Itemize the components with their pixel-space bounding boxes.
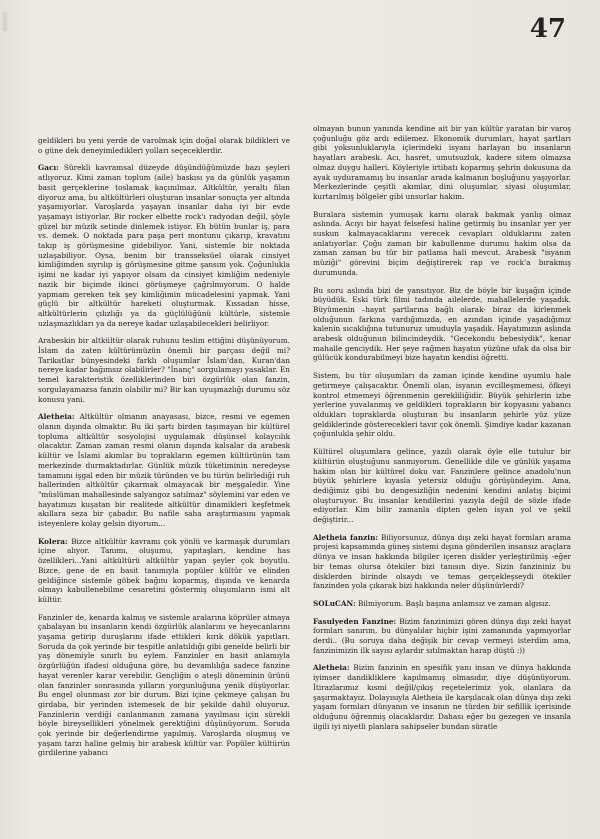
- speaker-label: Kolera:: [38, 536, 68, 546]
- paragraph: [313, 124, 571, 202]
- left-column: [38, 136, 290, 766]
- paragraph-text: Arabeskin bir altkültür olarak ruhunu teslim ettiğini düşünüyorum. İslam da zaten kültürümüzün önemli bir parçası değil mi? Tarikatlar bünyesindeki farklı oluşumlar İslam'dan, Kuran'dan nereye kadar bağımsız olabilirler? "İnanç" sorgulamayı yasaklar. En temel karakteristik özelliklerinden biri özgürlük olan fanzin, sorgulayamazsa fanzin olabilir mi? Bir kan uyuşmazlığı durumu söz konusu yani.: [38, 336, 290, 404]
- paragraph-text: Bizce altkültür kavramı çok yönlü ve karmaşık durumları içine alıyor. Tanımı, oluşumu, yapıtaşları, kendine has özellikleri...Yani altkültürü altkültür yapan şeyler çok boyutlu. Bizce, gene de en basit tanımıyla popüler kültür ve elinden geldiğince sistemle göbek bağını koparmış, dışında ve kenarda olmayı kabullenebilme cesaretini göstermiş oluşumların ismi alt kültür.: [38, 536, 290, 604]
- paragraph-text: Sistem, bu tür oluşumları da zaman içinde kendine uyumlu hale getirmeye çalışacaktır. Önemli olan, isyanın evcilleşmemesi, öfkeyi kontrol etmemeyi öğrenmenin gerekliliğidir. Büyük şehirlerin izbe yerlerine yuvalanmış ve geldikleri toprakların bir kopyasını yabancı oldukları topraklarda oluşturan bu insanların şehirle yüz yüze geldiklerinde gösterecekleri tavır çok önemli. Şimdiye kadar kazanan çoğunlukla şehir oldu.: [313, 371, 571, 439]
- speaker-label: Aletheia:: [38, 412, 75, 422]
- speaker-label: Aletheia fanzin:: [313, 532, 379, 542]
- paragraph: [313, 663, 571, 731]
- paragraph-text: olmayan bunun yanında kendine ait bir yan kültür yaratan bir varoş çoğunluğu göz ardı edilemez. Ekonomik durumları, hayat şartları gibi yoksunluklarıyla içlerindeki isyanı harlayan bu insanların hayatları arabesk. Acı, hasret, umutsuzluk, kadere sitem olmazsa olmaz duygu halleri. Köyleriyle irtibatı koparmış şehrin dokusuna da ayak uyduramamış bu insanlar arada kalmanın boşluğunu yaşıyorlar. Merkezlerinde çeşitli akımlar, dini oluşumlar, siyasi oluşumlar, kurtarılmış bölgeler gibi unsurlar hakim.: [313, 124, 571, 201]
- paragraph-text: Buralara sistemin yumuşak karnı olarak bakmak yanlış olmaz aslında. Acıyı bir hayat felsefesi haline getirmiş bu insanlar yer yer suskun kalmayacaklarını verecek cevapları olduklarını zaten anlatıyorlar. Çoğu zaman bir kabullenme durumu hakim olsa da zaman zaman bu tür bir patlama hali mevcut. Arabesk "isyanın müziği" görevini biçim değiştirerek rap ve rock'a bırakmış durumunda.: [313, 209, 571, 277]
- paragraph: [38, 537, 290, 605]
- paragraph: [38, 613, 290, 759]
- paragraph: [313, 447, 571, 525]
- paragraph: [313, 533, 571, 591]
- paragraph: [38, 336, 290, 404]
- paragraph-text: Sürekli kavramsal düzeyde düşündüğümüzde bazı şeyleri atlıyoruz. Kimi zaman toplum (aile) baskısı ya da günlük yaşamın basit gerçeklerine toslamak kaçınılmaz. Altkültür, yeraltı filan diyoruz ama, bu altkültürleri oluşturan insanlar sonuçta yer altında yaşamıyorlar. Varoşlarda yaşayan insanlar daha iyi bir evde yaşamayı istiyorlar. Bir rocker elbette rock'ı radyodan değil, şöyle güzel bir müzik setinde dinlemek istiyor. Eh bütün bunlar iş, para vs. demek. O noktada para paşa peri montunu çıkarıp, kravatını takıp iş görüşmesine gidebiliyor. Yani, sistemle bir noktada uzlaşabiliyor. Oysa, benim bir transseksüel olarak cinsiyet kimliğimden sıyrılıp iş görüşmesine gitme şansım yok. Çoğunlukla işimi ne kadar iyi yapıyor olsam da cinsiyet kimliğim nedeniyle nazik bir biçimde ikinci görüşmeye çağrılmıyorum. O halde yapmam gereken tek şey kimliğimin mücadelesini yapmak. Yani güçlü bir altkültür hareketi oluşturmak. Kıssadan hisse, altkültürlerin çılızlığı ya da güçlülüğünü kültürle, sistemle uzlaşmazlıkları ya da nereye kadar uzlaşabilecekleri belirliyor.: [38, 163, 290, 328]
- right-column: [313, 124, 571, 739]
- speaker-label: Gacı:: [38, 163, 59, 173]
- paragraph-text: Fanzinler de, kenarda kalmış ve sistemle aralarına köprüler atmaya çabalayan bu insanların kendi özgürlük alanlarını ve heyecanlarını yaşama getirip duruşlarını ifade ettikleri kırık dökük yapıtları. Soruda da çok yerinde bir tespitle anlatıldığı gibi genelde belirli bir yaş dönemiyle sınırlı bu eylem. Fanzinler en basit anlamıyla özgürlüğün ifadesi olduğuna göre, bu devamlılığa sadece fanzine hayat verenler karar verebilir. Gençliğin o ateşli döneminin ürünü olan fanzinler sonrasında yılların yorgunluğuna yenik düşüyorlar. Bu engel olunması zor bir durum. Bizi içine çekmeye çalışan bu girdaba, bir yerinden istemesek de bir şekilde dahil oluyoruz. Fanzinlerin verdiği canlanmanın zamana yayılması için sürekli böyle bireysellikleri yönelmek gerektiğini düşünüyorum. Soruda çok yerinde bir değerlendirme yapılmış. Varoşlarda oluşmuş ve yaşam tarzı haline gelmiş bir arabesk kültür var. Popüler kültürün girdilerine yabancı: [38, 612, 290, 758]
- paragraph-text: Bilmiyorum. Başlı başına anlamsız ve zaman algısız.: [357, 598, 551, 608]
- paragraph: [313, 286, 571, 364]
- page-number: 47: [529, 14, 566, 44]
- paragraph-text: geldikleri bu yeni yerde de varolmak için doğal olarak bildikleri ve o güne dek deneyimledikleri yolları seçeceklerdir.: [38, 136, 290, 155]
- paragraph-text: Biliyorsunuz, dünya dışı zeki hayat formları arama projesi kapsamında güneş sistemi dışına gönderilen insansız araçlara dünya ve insan hakkında bilgiler içeren diskler yerleştirilmiş -eğer bir temas olursa ötekiler bizi tanısın diye. Sizin fanzininiz bu disklerden birinde olsaydı ve temas gerçekleşseydi ötekiler fanzinden yola çıkarak bizi hakkında neler düşünürlerdi?: [313, 532, 571, 591]
- paragraph-text: Kültürel oluşumlara gelince, yazılı olarak öyle elle tutulur bir kültürün oluştuğunu sanmıyorum. Genellikle dile ve günlük yaşama hakim olan bir kültürel doku var. Fanzinlere gelince anadolu'nun büyük şehirlere kıyasla yetersiz olduğu görüşündeyim. Ama, dediğimiz gibi bu dengesizliğin nedenini kendini anlatış biçimi oluşturuyor. Bu insanlar kendilerini yazıyla değil de sözle ifade ediyorlar. Kim bilir zamanla dipten gelen isyan yol ve şekil değiştirir...: [313, 447, 571, 525]
- paragraph: [313, 210, 571, 278]
- paragraph: [313, 617, 571, 656]
- speaker-label: Fasulyeden Fanzine:: [313, 616, 397, 626]
- speaker-label: Aletheia:: [313, 663, 350, 673]
- paragraph: [313, 599, 571, 609]
- paragraph-text: Bizim fanzinin en spesifik yanı insan ve dünya hakkında iyimser dandikliklere kapılmamış olmasıdır, diye düşünüyorum. İtirazlarımız kısmi değil/çıkış reçetelerimiz yok, olanlara da şaşırmaktayız. Dolayısıyla Aletheia ile karşılacak olan dünya dışı zeki yaşam formları dünyanın ve insanın ne türden bir sefillik içerisinde olduğunu öğrenmiş olacaklardır. Dahası eğer bu gezegen ve insanla ilgili iyi niyetli planlara sahipseler bundan süratle: [313, 663, 571, 731]
- paragraph-text: Altkültür olmanın anayasası, bizce, resmi ve egemen olanın dışında olmaktır. Bu iki şartı birden taşımayan bir kültürel topluma altkültür sosyolojisi uygulamak düşünsel kolaycılık olacaktır. Zaman zaman resmi olanın dışında kalsalar da arabesk kültür ve İslami akımlar bu toprakların egemen kültürünün tam merkezinde durmaktadırlar. Günlük müzik tüketiminin neredeyse tamamını işgal eden bir müzik türünden ve bu türün belirlediği ruh hallerinden altkültür çıkarmak olmayacak bir meşgaledir. Yine "müslüman mahallesinde salyangoz satılmaz" söylemini var eden ve hayatımızı kuşatan bir realitede altkültür dinamikleri keşfetmek akıllara seza bir çabadır. Bu nafile saha araştırmasını yapmak isteyenlere kolay gelsin diyorum...: [38, 412, 291, 529]
- paragraph: [38, 412, 290, 528]
- paragraph: [38, 136, 290, 155]
- faded-header-mark: I: [0, 8, 12, 38]
- paragraph-text: Bu soru aslında bizi de yansıtıyor. Biz de böyle bir kuşağın içinde büyüdük. Eski türk filmi tadında ailelerde, mahallelerde yaşadık. Büyümenin –hayat şartlarına bağlı olarak- biraz da kirlenmek olduğunun farkına vardığımızda, en azından içinde yaşadığımız kalenin sıcaklığına tutunuruz umuduyla yaşadık. Hayatımızın aslında arabesk olduğunun bilincindeydik. "Gecekondu bebesiydik", kenar mahalle genciydik. Her şeye rağmen hayatın yüzüne ufak da olsa bir gülücük kondurabilmeyi bize hayatın kendisi öğretti.: [313, 285, 571, 363]
- paragraph: [313, 371, 571, 439]
- speaker-label: SOLuCAN:: [313, 598, 356, 608]
- paragraph: [38, 163, 290, 328]
- paragraph-text: Bizim fanzinimizi gören dünya dışı zeki hayat formları sanırım, bu dünyalılar hiçbir işini zamanında yapmıyorlar derdi.. (Bu soruya daha değişik bir cevap vermeyi isterdim ama, fanzinimizin ilk sayısı aylardır sıtılmaktan harap düştü :)): [313, 616, 572, 655]
